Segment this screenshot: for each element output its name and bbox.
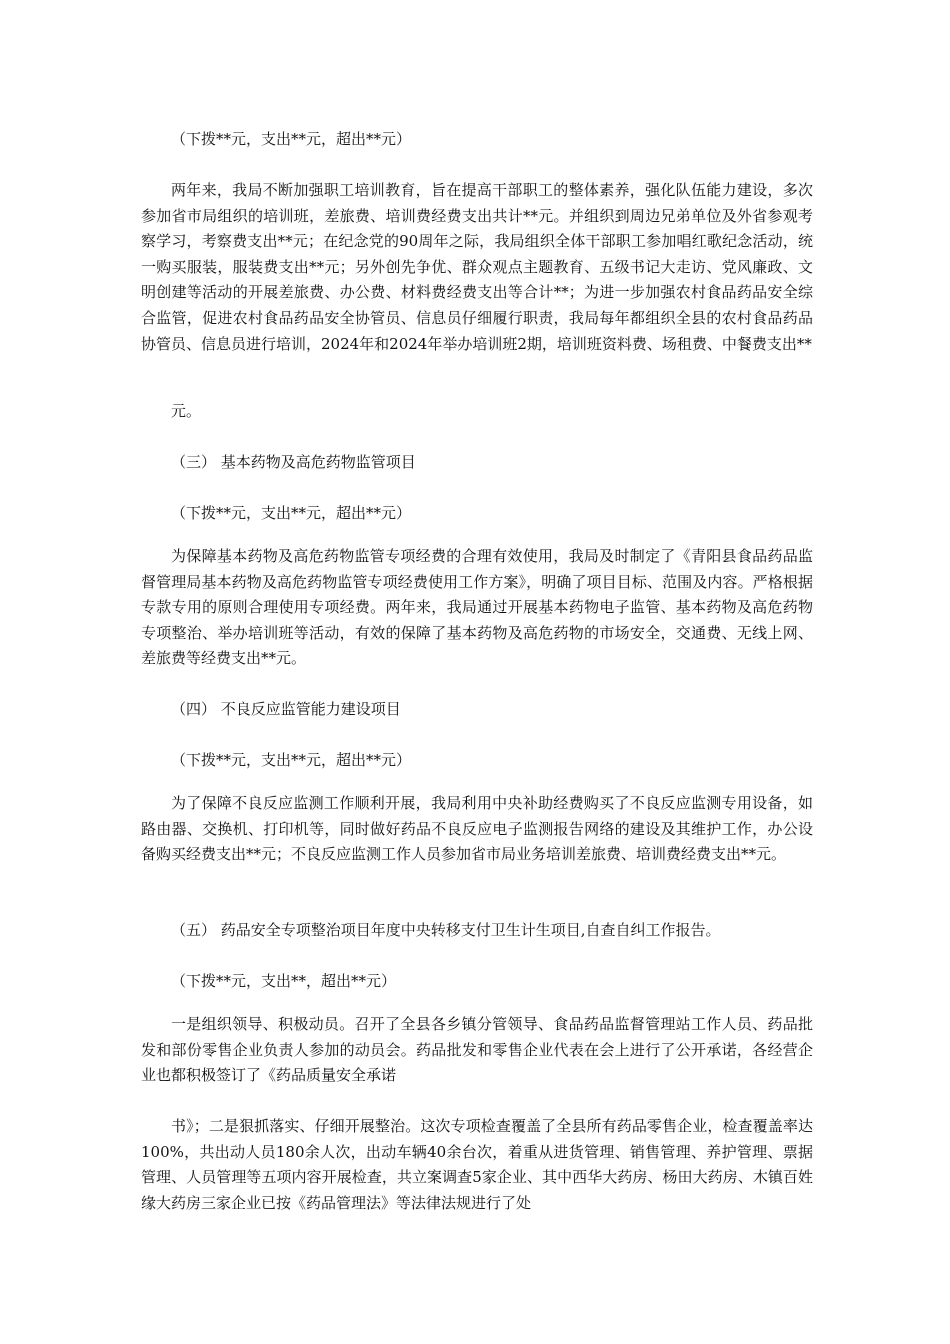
paragraph-essential-drugs: 为保障基本药物及高危药物监管专项经费的合理有效使用，我局及时制定了《青阳县食品药品监督管理局基本药物及高危药物监管专项经费使用工作方案》，明确了项目目标、范围及内容。严格根据专款专用的原则合理使用专项经费。两年来，我局通过开展基本药物电子监管、基本药物及高危药物专项整治、举办培训班等活动，有效的保障了基本药物及高危药物的市场安全，交通费、无线上网、差旅费等经费支出**元。 xyxy=(141,547,813,668)
paragraph-mobilization: 一是组织领导、积极动员。召开了全县各乡镇分管领导、食品药品监督管理站工作人员、药品批发和部份零售企业负责人参加的动员会。药品批发和零售企业代表在会上进行了公开承诺，各经营企业也都积极签订了《药品质量安全承诺 xyxy=(141,1015,813,1085)
paragraph-adverse-reaction: 为了保障不良反应监测工作顺利开展，我局利用中央补助经费购买了不良反应监测专用设备，如路由器、交换机、打印机等，同时做好药品不良反应电子监测报告网络的建设及其维护工作，办公设备购买经费支出**元；不良反应监测工作人员参加省市局业务培训差旅费、培训费经费支出**元。 xyxy=(141,794,813,864)
allocation-note-4: （下拨**元，支出**元，超出**元） xyxy=(171,751,412,769)
section-heading-5: （五） 药品安全专项整治项目年度中央转移支付卫生计生项目,自查自纠工作报告。 xyxy=(171,921,721,939)
allocation-note-3: （下拨**元，支出**元，超出**元） xyxy=(171,504,412,522)
allocation-note-5: （下拨**元，支出**，超出**元） xyxy=(171,972,397,990)
paragraph-yuan: 元。 xyxy=(171,402,202,420)
allocation-note-1: （下拨**元，支出**元，超出**元） xyxy=(171,130,412,148)
paragraph-inspection: 书》；二是狠抓落实、仔细开展整治。这次专项检查覆盖了全县所有药品零售企业，检查覆盖率达100%，共出动人员180余人次，出动车辆40余台次，着重从进货管理、销售管理、养护管理、票据管理、人员管理等五项内容开展检查，共立案调查5家企业、其中西华大药房、杨田大药房、木镇百姓缘大药房三家企业已按《药品管理法》等法律法规进行了处 xyxy=(141,1117,813,1212)
paragraph-training: 两年来，我局不断加强职工培训教育，旨在提高干部职工的整体素养，强化队伍能力建设，多次参加省市局组织的培训班，差旅费、培训费经费支出共计**元。并组织到周边兄弟单位及外省参观考察学习，考察费支出**元；在纪念党的90周年之际，我局组织全体干部职工参加唱红歌纪念活动，统一购买服装，服装费支出**元；另外创先争优、群众观点主题教育、五级书记大走访、党风廉政、文明创建等活动的开展差旅费、办公费、材料费经费支出等合计**；为进一步加强农村食品药品安全综合监管，促进农村食品药品安全协管员、信息员仔细履行职责，我局每年都组织全县的农村食品药品协管员、信息员进行培训，2024年和2024年举办培训班2期，培训班资料费、场租费、中餐费支出** xyxy=(141,181,813,353)
section-heading-3: （三） 基本药物及高危药物监管项目 xyxy=(171,453,416,471)
section-heading-4: （四） 不良反应监管能力建设项目 xyxy=(171,700,401,718)
